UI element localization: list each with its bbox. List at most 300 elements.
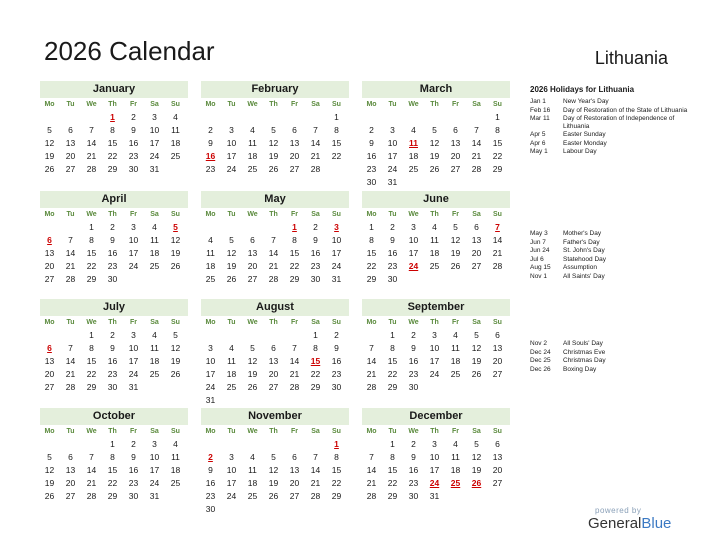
- day-cell: 17: [429, 356, 440, 366]
- day-cell: 7: [369, 343, 374, 353]
- weekday-label: We: [86, 319, 97, 326]
- day-cell: 14: [65, 248, 76, 258]
- holiday-name: Easter Monday: [563, 139, 607, 147]
- weekday-label: Tu: [66, 211, 75, 218]
- empty-cell: [361, 111, 382, 124]
- day-cell: 4: [173, 439, 178, 449]
- day-cell: 21: [366, 478, 377, 488]
- day-cell: 21: [366, 369, 377, 379]
- day-cell: 12: [268, 465, 279, 475]
- empty-cell: [305, 111, 326, 124]
- day-cell: 10: [226, 138, 237, 148]
- day-cell: 1: [390, 330, 395, 340]
- day-cell: 23: [408, 478, 419, 488]
- day-cell: 5: [453, 222, 458, 232]
- weekday-label: Th: [108, 428, 117, 435]
- month-header: November: [201, 408, 349, 425]
- day-cell: 3: [152, 439, 157, 449]
- day-cell: 6: [250, 235, 255, 245]
- day-cell: 8: [390, 452, 395, 462]
- month-days-grid: [200, 425, 349, 516]
- day-cell: 6: [292, 125, 297, 135]
- day-cell: 12: [471, 343, 482, 353]
- day-cell: 9: [411, 452, 416, 462]
- month-header: May: [201, 191, 349, 208]
- day-cell: 31: [205, 395, 216, 405]
- day-cell: 14: [86, 138, 97, 148]
- day-cell: 17: [226, 478, 237, 488]
- holiday-name: Labour Day: [563, 148, 597, 155]
- day-cell: 11: [451, 343, 460, 353]
- day-cell: 1: [313, 330, 318, 340]
- day-cell: 27: [289, 491, 300, 501]
- holiday-day-cell: 6: [47, 343, 52, 353]
- day-cell: 11: [451, 452, 460, 462]
- day-cell: 23: [408, 369, 419, 379]
- day-cell: 31: [331, 274, 342, 284]
- weekday-label: Th: [108, 101, 117, 108]
- day-cell: 28: [86, 491, 97, 501]
- day-cell: 26: [44, 491, 55, 501]
- day-cell: 29: [387, 491, 398, 501]
- day-cell: 3: [131, 330, 136, 340]
- day-cell: 26: [226, 274, 237, 284]
- day-cell: 5: [229, 235, 234, 245]
- day-cell: 9: [110, 235, 115, 245]
- weekday-label: Tu: [66, 428, 75, 435]
- day-cell: 21: [86, 151, 97, 161]
- empty-cell: [445, 111, 466, 124]
- month-days-grid: [361, 208, 510, 286]
- day-cell: 20: [289, 478, 300, 488]
- day-cell: 18: [450, 465, 461, 475]
- day-cell: 24: [128, 261, 139, 271]
- weekday-label: Th: [430, 211, 439, 218]
- day-cell: 13: [44, 248, 55, 258]
- day-cell: 25: [205, 274, 216, 284]
- holiday-item: [530, 256, 700, 264]
- month-header: September: [362, 299, 510, 316]
- day-cell: 1: [495, 112, 500, 122]
- day-cell: 4: [411, 125, 416, 135]
- day-cell: 16: [408, 465, 419, 475]
- day-cell: 25: [429, 261, 440, 271]
- day-cell: 25: [450, 369, 461, 379]
- day-cell: 23: [205, 491, 216, 501]
- holiday-group: [530, 230, 700, 281]
- day-cell: 12: [429, 138, 440, 148]
- country-name: Lithuania: [594, 48, 668, 68]
- month-header: April: [40, 191, 188, 208]
- month-february: [201, 81, 349, 176]
- empty-cell: [284, 329, 305, 342]
- day-cell: 16: [128, 465, 139, 475]
- day-cell: 15: [289, 248, 300, 258]
- day-cell: 22: [86, 369, 97, 379]
- day-cell: 23: [366, 164, 377, 174]
- day-cell: 11: [206, 248, 215, 258]
- month-march: [362, 81, 510, 189]
- weekday-label: Fr: [291, 428, 298, 435]
- weekday-label: Fr: [291, 101, 298, 108]
- day-cell: 21: [268, 261, 279, 271]
- day-cell: 2: [110, 330, 115, 340]
- weekday-label: Tu: [388, 428, 397, 435]
- weekday-label: Mo: [205, 211, 216, 218]
- day-cell: 17: [331, 248, 342, 258]
- day-cell: 18: [450, 356, 461, 366]
- day-cell: 19: [450, 248, 461, 258]
- weekday-label: We: [408, 211, 419, 218]
- powered-by-text: powered by: [595, 506, 642, 515]
- day-cell: 27: [268, 382, 279, 392]
- holiday-name: Day of Restoration of the State of Lithuania: [563, 106, 688, 114]
- weekday-label: Mo: [44, 428, 55, 435]
- day-cell: 29: [331, 491, 342, 501]
- day-cell: 24: [387, 164, 398, 174]
- day-cell: 27: [492, 478, 503, 488]
- weekday-label: Mo: [205, 428, 216, 435]
- month-january: [40, 81, 188, 176]
- empty-cell: [39, 329, 60, 342]
- weekday-label: We: [247, 211, 258, 218]
- holiday-item: [530, 264, 700, 272]
- day-cell: 26: [450, 261, 461, 271]
- day-cell: 28: [86, 164, 97, 174]
- day-cell: 29: [86, 274, 97, 284]
- weekday-label: Fr: [291, 319, 298, 326]
- weekday-label: Th: [430, 428, 439, 435]
- weekday-label: We: [247, 319, 258, 326]
- day-cell: 23: [128, 151, 139, 161]
- empty-cell: [81, 111, 102, 124]
- weekday-label: Sa: [311, 428, 320, 435]
- holiday-date: Jun 24: [530, 247, 550, 254]
- day-cell: 20: [492, 356, 503, 366]
- day-cell: 27: [65, 164, 76, 174]
- day-cell: 20: [65, 478, 76, 488]
- day-cell: 11: [227, 356, 236, 366]
- day-cell: 2: [411, 439, 416, 449]
- day-cell: 7: [68, 235, 73, 245]
- day-cell: 15: [107, 138, 118, 148]
- weekday-label: Su: [493, 319, 502, 326]
- day-cell: 20: [289, 151, 300, 161]
- day-cell: 23: [128, 478, 139, 488]
- day-cell: 9: [411, 343, 416, 353]
- holiday-name: Christmas Day: [563, 357, 606, 364]
- day-cell: 31: [149, 164, 160, 174]
- day-cell: 1: [390, 439, 395, 449]
- day-cell: 16: [128, 138, 139, 148]
- day-cell: 12: [471, 452, 482, 462]
- empty-cell: [81, 438, 102, 451]
- holiday-name: Assumption: [563, 264, 597, 271]
- day-cell: 20: [65, 151, 76, 161]
- day-cell: 30: [310, 274, 321, 284]
- day-cell: 28: [310, 164, 321, 174]
- day-cell: 30: [107, 382, 118, 392]
- day-cell: 30: [408, 491, 419, 501]
- weekday-label: We: [247, 101, 258, 108]
- weekday-label: Th: [269, 428, 278, 435]
- day-cell: 21: [65, 261, 76, 271]
- holiday-group: [530, 340, 700, 374]
- day-cell: 13: [247, 248, 258, 258]
- weekday-label: Su: [171, 211, 180, 218]
- day-cell: 1: [89, 330, 94, 340]
- day-cell: 15: [366, 248, 377, 258]
- holiday-item: [530, 357, 700, 365]
- holiday-name: St. John's Day: [563, 247, 605, 254]
- weekday-label: Tu: [388, 211, 397, 218]
- holiday-item: [530, 98, 700, 106]
- day-cell: 4: [250, 125, 255, 135]
- day-cell: 14: [366, 356, 377, 366]
- day-cell: 18: [170, 138, 181, 148]
- day-cell: 11: [248, 138, 257, 148]
- holiday-date: Aug 15: [530, 264, 551, 271]
- day-cell: 27: [492, 369, 503, 379]
- day-cell: 2: [110, 222, 115, 232]
- month-header: August: [201, 299, 349, 316]
- day-cell: 7: [68, 343, 73, 353]
- day-cell: 22: [331, 478, 342, 488]
- month-header: October: [40, 408, 188, 425]
- day-cell: 5: [47, 452, 52, 462]
- holiday-day-cell: 15: [310, 356, 321, 366]
- day-cell: 13: [289, 465, 300, 475]
- day-cell: 19: [268, 478, 279, 488]
- day-cell: 6: [68, 125, 73, 135]
- empty-cell: [305, 438, 326, 451]
- day-cell: 27: [44, 382, 55, 392]
- month-header: December: [362, 408, 510, 425]
- empty-cell: [60, 438, 81, 451]
- day-cell: 13: [450, 138, 461, 148]
- day-cell: 13: [65, 138, 76, 148]
- holiday-date: Mar 11: [530, 115, 550, 122]
- day-cell: 1: [89, 222, 94, 232]
- day-cell: 16: [408, 356, 419, 366]
- day-cell: 28: [65, 274, 76, 284]
- weekday-label: Tu: [388, 101, 397, 108]
- day-cell: 11: [150, 235, 159, 245]
- day-cell: 19: [247, 369, 258, 379]
- day-cell: 24: [226, 164, 237, 174]
- day-cell: 25: [149, 261, 160, 271]
- holiday-date: Jul 6: [530, 255, 544, 263]
- day-cell: 16: [107, 248, 118, 258]
- day-cell: 8: [110, 452, 115, 462]
- month-header: March: [362, 81, 510, 98]
- month-september: [362, 299, 510, 394]
- holiday-item: [530, 107, 700, 115]
- day-cell: 22: [107, 151, 118, 161]
- empty-cell: [284, 438, 305, 451]
- holiday-item: [530, 148, 700, 156]
- day-cell: 5: [432, 125, 437, 135]
- weekday-label: Tu: [66, 101, 75, 108]
- day-cell: 4: [453, 439, 458, 449]
- day-cell: 2: [131, 439, 136, 449]
- day-cell: 23: [107, 369, 118, 379]
- day-cell: 9: [313, 235, 318, 245]
- empty-cell: [466, 111, 487, 124]
- day-cell: 18: [205, 261, 216, 271]
- day-cell: 14: [86, 465, 97, 475]
- day-cell: 9: [131, 452, 136, 462]
- day-cell: 14: [492, 235, 503, 245]
- holiday-date: May 3: [530, 230, 548, 237]
- day-cell: 21: [86, 478, 97, 488]
- day-cell: 15: [86, 356, 97, 366]
- day-cell: 14: [268, 248, 279, 258]
- day-cell: 22: [86, 261, 97, 271]
- empty-cell: [39, 221, 60, 234]
- weekday-label: Su: [171, 319, 180, 326]
- holiday-date: Dec 26: [530, 365, 551, 373]
- day-cell: 12: [247, 356, 258, 366]
- day-cell: 19: [471, 356, 482, 366]
- day-cell: 10: [149, 125, 160, 135]
- day-cell: 30: [128, 491, 139, 501]
- day-cell: 26: [170, 369, 181, 379]
- day-cell: 17: [128, 356, 139, 366]
- weekday-label: Fr: [291, 211, 298, 218]
- weekday-label: We: [408, 101, 419, 108]
- day-cell: 6: [495, 330, 500, 340]
- day-cell: 7: [89, 125, 94, 135]
- day-cell: 2: [411, 330, 416, 340]
- holiday-item: [530, 115, 700, 130]
- holiday-name: Father's Day: [563, 238, 600, 246]
- month-header: June: [362, 191, 510, 208]
- holiday-day-cell: 7: [495, 222, 500, 232]
- holiday-name: Statehood Day: [563, 255, 607, 263]
- day-cell: 10: [331, 235, 342, 245]
- weekday-label: Sa: [472, 428, 481, 435]
- day-cell: 19: [226, 261, 237, 271]
- day-cell: 19: [170, 248, 181, 258]
- day-cell: 18: [247, 478, 258, 488]
- day-cell: 29: [289, 274, 300, 284]
- empty-cell: [361, 438, 382, 451]
- weekday-label: Sa: [150, 211, 159, 218]
- day-cell: 27: [65, 491, 76, 501]
- weekday-label: Fr: [452, 101, 459, 108]
- day-cell: 25: [149, 369, 160, 379]
- day-cell: 18: [149, 356, 160, 366]
- day-cell: 21: [471, 151, 482, 161]
- weekday-label: Tu: [227, 101, 236, 108]
- day-cell: 23: [387, 261, 398, 271]
- day-cell: 16: [331, 356, 342, 366]
- day-cell: 5: [474, 439, 479, 449]
- weekday-label: Su: [332, 319, 341, 326]
- day-cell: 12: [44, 138, 55, 148]
- day-cell: 20: [44, 369, 55, 379]
- day-cell: 21: [492, 248, 503, 258]
- day-cell: 14: [366, 465, 377, 475]
- day-cell: 13: [492, 452, 503, 462]
- day-cell: 25: [247, 164, 258, 174]
- weekday-label: Th: [430, 101, 439, 108]
- day-cell: 31: [429, 491, 440, 501]
- day-cell: 17: [128, 248, 139, 258]
- day-cell: 22: [107, 478, 118, 488]
- weekday-label: Sa: [150, 319, 159, 326]
- holiday-item: [530, 366, 700, 374]
- empty-cell: [200, 111, 221, 124]
- day-cell: 19: [471, 465, 482, 475]
- day-cell: 29: [387, 382, 398, 392]
- empty-cell: [60, 329, 81, 342]
- day-cell: 22: [331, 151, 342, 161]
- day-cell: 7: [292, 343, 297, 353]
- empty-cell: [382, 111, 403, 124]
- day-cell: 3: [229, 125, 234, 135]
- weekday-label: Mo: [44, 101, 55, 108]
- day-cell: 6: [292, 452, 297, 462]
- day-cell: 5: [47, 125, 52, 135]
- day-cell: 6: [68, 452, 73, 462]
- day-cell: 29: [86, 382, 97, 392]
- day-cell: 15: [331, 465, 342, 475]
- day-cell: 7: [369, 452, 374, 462]
- day-cell: 27: [471, 261, 482, 271]
- holiday-item: [530, 239, 700, 247]
- holiday-name: Easter Sunday: [563, 131, 606, 138]
- day-cell: 13: [44, 356, 55, 366]
- day-cell: 29: [107, 491, 118, 501]
- day-cell: 26: [429, 164, 440, 174]
- day-cell: 21: [65, 369, 76, 379]
- weekday-label: Sa: [150, 428, 159, 435]
- day-cell: 17: [205, 369, 216, 379]
- day-cell: 25: [247, 491, 258, 501]
- day-cell: 5: [173, 330, 178, 340]
- weekday-label: We: [408, 428, 419, 435]
- day-cell: 22: [289, 261, 300, 271]
- holiday-date: May 1: [530, 148, 548, 155]
- month-days-grid: [200, 98, 349, 176]
- day-cell: 25: [408, 164, 419, 174]
- day-cell: 17: [226, 151, 237, 161]
- day-cell: 18: [247, 151, 258, 161]
- day-cell: 21: [310, 151, 321, 161]
- day-cell: 29: [366, 274, 377, 284]
- day-cell: 13: [471, 235, 482, 245]
- weekday-label: Fr: [130, 428, 137, 435]
- day-cell: 23: [310, 261, 321, 271]
- day-cell: 23: [331, 369, 342, 379]
- empty-cell: [263, 438, 284, 451]
- month-days-grid: [39, 425, 188, 503]
- day-cell: 28: [310, 491, 321, 501]
- day-cell: 26: [247, 382, 258, 392]
- day-cell: 19: [170, 356, 181, 366]
- day-cell: 4: [229, 343, 234, 353]
- weekday-label: Su: [171, 428, 180, 435]
- day-cell: 16: [366, 151, 377, 161]
- weekday-label: Su: [332, 211, 341, 218]
- day-cell: 30: [408, 382, 419, 392]
- day-cell: 7: [271, 235, 276, 245]
- day-cell: 5: [271, 125, 276, 135]
- month-days-grid: [361, 316, 510, 394]
- day-cell: 6: [474, 222, 479, 232]
